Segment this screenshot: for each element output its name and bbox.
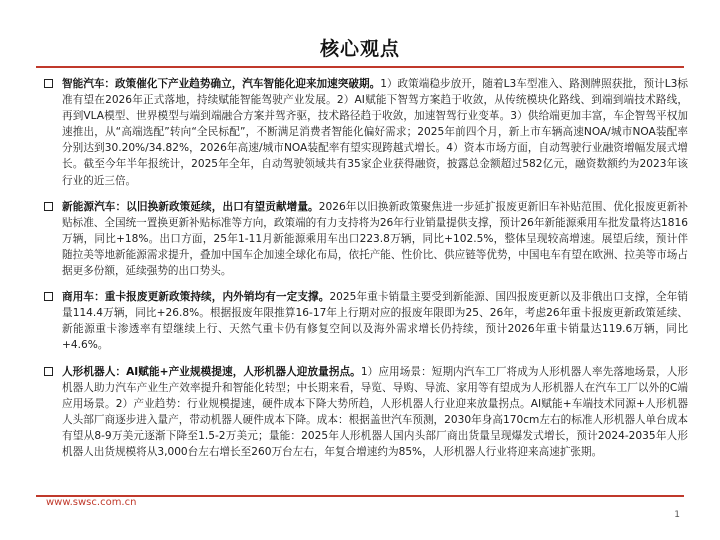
paragraph [62,364,688,461]
square-bullet-icon [44,202,53,211]
section-lead: 智能汽车：政策催化下产业趋势确立，汽车智能化迎来加速突破期。 [62,78,381,90]
page-number: 1 [674,510,680,520]
square-bullet-icon [44,292,53,301]
paragraph [62,199,688,279]
list-item-humanoid [44,364,688,461]
list-item-commercial [44,289,688,353]
square-bullet-icon [44,79,53,88]
section-lead: 新能源汽车：以旧换新政策延续，出口有望贡献增量。 [62,200,319,213]
key-points-list [44,76,688,470]
paragraph [62,76,688,189]
section-lead: 商用车：重卡报废更新政策持续，内外销均有一定支撑。 [62,291,330,304]
footer-url[interactable]: www.swsc.com.cn [46,497,137,508]
square-bullet-icon [44,367,53,376]
page-title: 核心观点 [319,38,400,60]
section-body: 2026年以旧换新政策聚焦进一步延扩报废更新旧车补贴范围、优化报废更新补贴标准、全国统一置换更新补贴标准等方向，政策端的有力支持将为26年行业销量提供支撑，预计26年新能源乘用车批发量将达1816万辆，同比+18%。出口方面，25年1-11月新能源乘用车出口223.8万辆，同比+102.5%，整体呈现较高增速。展望后续，预计伴随拉美等地新能源需求提升，叠加中国车企加速全球化布局，依托产能、性价比、供应链等优势，中国电车有望在欧洲、拉美等市场占据更多份额，延续强势的出口势头。 [62,200,688,278]
title-divider [36,66,684,68]
list-item-smart-car [44,76,688,189]
section-body: 2025年重卡销量主要受到新能源、国四报废更新以及非俄出口支撑，全年销量114.4万辆，同比+26.8%。根据报废年限推算16-17年上行期对应的报废年限即为25、26年，考虑26年重卡报废更新政策延续、新能源重卡渗透率有望继续上行、天然气重卡仍有修复空间以及海外需求增长仍持续，预计2026年重卡销量达119.6万辆，同比+4.6%。 [62,291,689,352]
paragraph [62,289,688,353]
section-body: 1）应用场景：短期内汽车工厂将成为人形机器人率先落地场景，人形机器人助力汽车产业生产效率提升和智能化转型；中长期来看，导览、导购、导流、家用等有望成为人形机器人在汽车工厂以外的C端应用场景。2）产业趋势：行业规模提速，硬件成本下降大势所趋，人形机器人行业迎来放量拐点。AI赋能+车端技术同源+人形机器人头部厂商逐步进入量产，带动机器人硬件成本下降。成本：根据盖世汽车预测，2030年身高170cm左右的标准人形机器人单台成本有望从8-9万美元逐渐下降至1.5-2万美元；量能：2025年人形机器人国内头部厂商出货量呈现爆发式增长，预计2024-2035年人形机器人出货规模将从3,000台左右增长至260万台左右，年复合增速约为85%，人形机器人行业将迎来高速扩张期。 [62,365,688,458]
list-item-new-energy [44,199,688,279]
section-body: 1）政策端稳步放开，随着L3车型准入、路测牌照获批，预计L3标准有望在2026年正式落地，持续赋能智能驾驶产业发展。2）AI赋能下智驾方案趋于收敛，从传统模块化路线、到端到端技术路线，再到VLA模型、世界模型与端到端融合方案并驾齐驱，技术路径趋于收敛，加速智驾行业变革。3）供给端更加丰富，车企智驾平权加速推出，从“高端选配”转向“全民标配”，不断满足消费者智能化偏好需求；2025年前四个月，新上市车辆高速NOA/城市NOA装配率分别达到30.20%/34.82%，2026年高速/城市NOA装配率有望实现跨越式增长。4）资本市场方面，自动驾驶行业融资增幅发展式增长。截至今年半年报统计，2025年全年，自动驾驶领域共有35家企业获得融资，披露总金额超过582亿元，融资数额约为2023年该行业的近三倍。 [62,78,688,187]
section-lead: 人形机器人：AI赋能+产业规模提速，人形机器人迎放量拐点。 [62,365,361,378]
